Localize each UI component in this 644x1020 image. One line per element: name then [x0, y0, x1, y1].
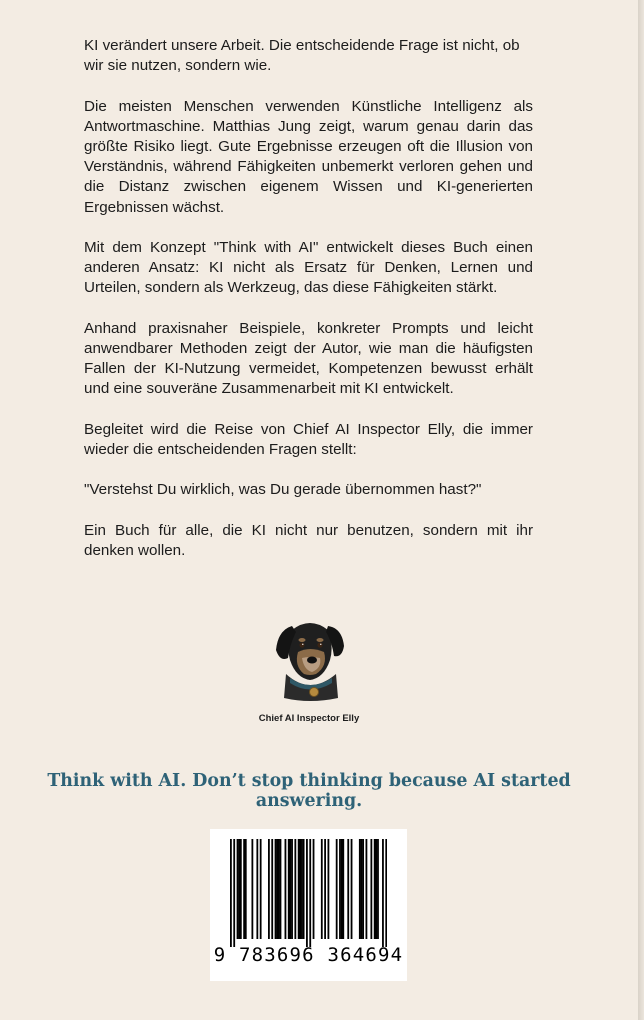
- mascot-caption: Chief AI Inspector Elly: [258, 713, 360, 724]
- barcode-bar: [230, 839, 232, 947]
- barcode-bar: [359, 839, 361, 939]
- barcode-bar: [336, 839, 338, 939]
- blurb-paragraph-1: KI verändert unsere Arbeit. Die entscheidende Frage ist nicht, ob wir sie nutzen, sondern wie.: [84, 37, 520, 75]
- barcode-bar: [256, 839, 258, 939]
- barcode: [210, 829, 407, 981]
- barcode-bar: [303, 839, 305, 939]
- blurb-paragraph-4: Anhand praxisnaher Beispiele, konkreter Prompts und leicht anwendbarer Methoden zeigt der Autor, wie man die häufigsten Fallen der KI-Nutzung vermeidet, Kompetenzen bewusst erhält und eine souveräne Zusammenarbeit mit KI entwickelt.: [84, 319, 533, 398]
- barcode-bar: [289, 839, 291, 939]
- barcode-bar: [342, 839, 344, 939]
- blurb-paragraph-7: Ein Buch für alle, die KI nicht nur benutzen, sondern mit ihr denken wollen.: [84, 521, 533, 559]
- barcode-bar: [238, 839, 240, 939]
- barcode-bar: [313, 839, 315, 939]
- slogan: Think with AI. Don’t stop thinking because AI started answering.: [47, 771, 571, 811]
- barcode-bar: [370, 839, 372, 939]
- page-edge: [638, 0, 644, 1020]
- barcode-bar: [268, 839, 270, 939]
- barcode-bar: [288, 839, 290, 939]
- barcode-bar: [382, 839, 384, 947]
- barcode-bar: [385, 839, 387, 947]
- barcode-bar: [341, 839, 343, 939]
- barcode-bar: [276, 839, 278, 939]
- barcode-bar: [275, 839, 277, 939]
- barcode-bar: [280, 839, 282, 939]
- back-cover-blurb: [84, 36, 533, 581]
- barcode-bar: [271, 839, 273, 939]
- barcode-bar: [291, 839, 293, 939]
- blurb-paragraph-5: Begleitet wird die Reise von Chief AI Inspector Elly, die immer wieder die entscheidenden Fragen stellt:: [84, 420, 533, 458]
- barcode-bar: [243, 839, 245, 939]
- barcode-bar: [298, 839, 300, 939]
- barcode-bar: [366, 839, 368, 939]
- barcode-bar: [285, 839, 287, 939]
- barcode-bar: [233, 839, 235, 947]
- barcode-bar: [245, 839, 247, 939]
- barcode-bar: [339, 839, 341, 939]
- barcode-bar: [251, 839, 253, 939]
- dog-illustration-icon: [270, 612, 350, 704]
- isbn-number: 9 783696 364694: [213, 944, 404, 966]
- barcode-bar: [347, 839, 349, 939]
- blurb-quote: "Verstehst Du wirklich, was Du gerade übernommen hast?": [84, 481, 482, 499]
- barcode-bar: [375, 839, 377, 939]
- barcode-bar: [362, 839, 364, 939]
- blurb-paragraph-3: Mit dem Konzept "Think with AI" entwickelt dieses Buch einen anderen Ansatz: KI nicht als Ersatz für Denken, Lernen und Urteilen, sondern als Werkzeug, das diese Fähigkeiten stärkt.: [84, 239, 533, 297]
- barcode-bar: [237, 839, 239, 939]
- barcode-bar: [294, 839, 296, 939]
- barcode-bar: [361, 839, 363, 939]
- barcode-bar: [306, 839, 308, 947]
- barcode-bar: [260, 839, 262, 939]
- barcode-bar: [299, 839, 301, 939]
- blurb-paragraph-2: Die meisten Menschen verwenden Künstliche Intelligenz als Antwortmaschine. Matthias Jung zeigt, warum genau darin das größte Risiko liegt. Gute Ergebnisse erzeugen oft die Illusion von Verständnis, während Fähigkeiten unbemerkt verloren gehen und die Distanz zwischen eigenem Wissen und KI-generierten Ergebnissen wächst.: [84, 97, 533, 216]
- barcode-bar: [377, 839, 379, 939]
- barcode-bar: [309, 839, 311, 947]
- barcode-bar: [278, 839, 280, 939]
- barcode-bar: [324, 839, 326, 939]
- barcode-bar: [328, 839, 330, 939]
- barcode-bar: [374, 839, 376, 939]
- barcode-bar: [240, 839, 242, 939]
- barcode-bar: [351, 839, 353, 939]
- barcode-bars: [230, 839, 387, 947]
- barcode-bar: [301, 839, 303, 939]
- barcode-bar: [321, 839, 323, 939]
